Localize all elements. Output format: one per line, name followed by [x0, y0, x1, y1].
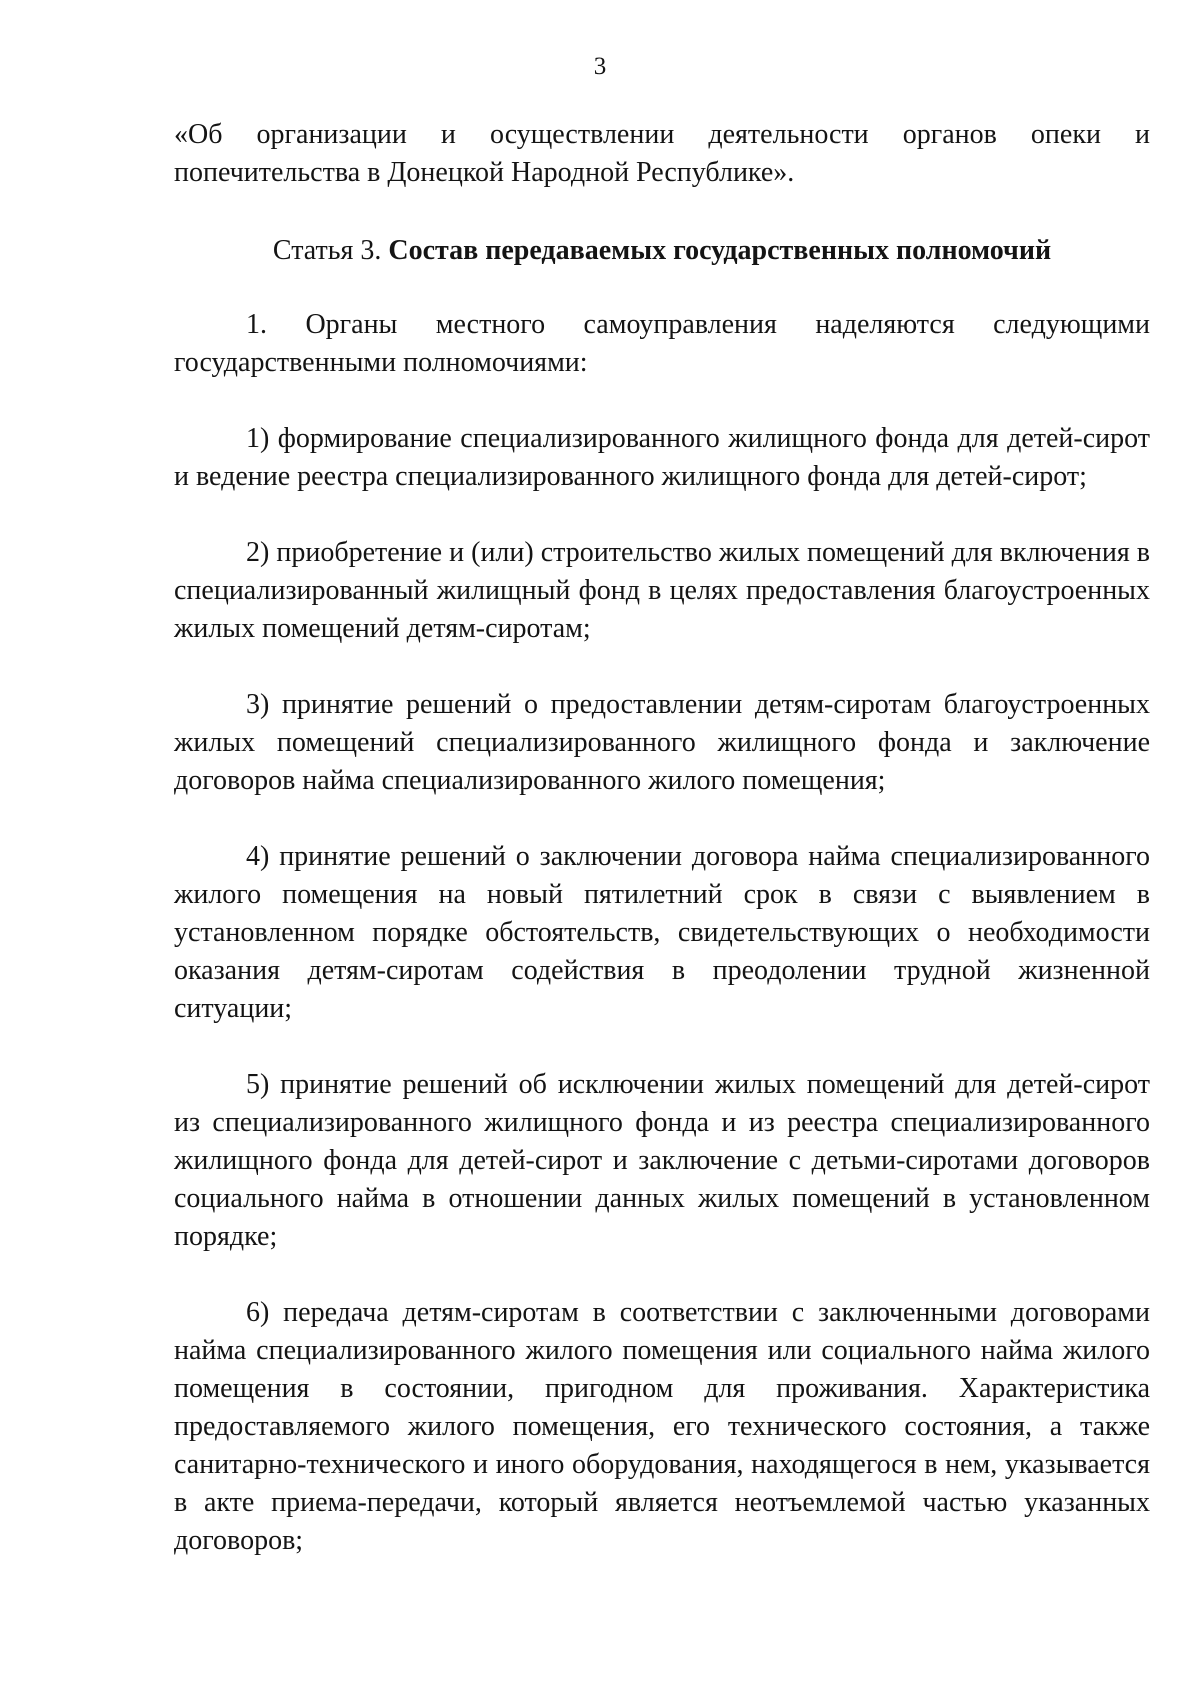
- page-content: [174, 116, 1150, 1560]
- list-item-2: 2) приобретение и (или) строительство жилых помещений для включения в специализированный жилищный фонд в целях предоставления благоустроенных жилых помещений детям-сиротам;: [174, 537, 1150, 644]
- article-title: Состав передаваемых государственных полномочий: [388, 235, 1052, 266]
- article-heading: [174, 232, 1150, 270]
- intro-continuation: «Об организации и осуществлении деятельности органов опеки и попечительства в Донецкой Народной Республике».: [174, 119, 1150, 188]
- list-item-5: 5) принятие решений об исключении жилых помещений для детей-сирот из специализированного жилищного фонда и из реестра специализированного жилищного фонда для детей-сирот и заключение с детьми-сиротами договоров социального найма в отношении данных жилых помещений в установленном порядке;: [174, 1069, 1150, 1252]
- list-item-3: 3) принятие решений о предоставлении детям-сиротам благоустроенных жилых помещений специализированного жилищного фонда и заключение договоров найма специализированного жилого помещения;: [174, 689, 1150, 796]
- article-prefix: Статья 3.: [272, 235, 382, 266]
- clause-1: 1. Органы местного самоуправления наделяются следующими государственными полномочиями:: [174, 309, 1150, 378]
- list-item-4: 4) принятие решений о заключении договора найма специализированного жилого помещения на новый пятилетний срок в связи с выявлением в установленном порядке обстоятельств, свидетельствующих о необходимости оказания детям-сиротам содействия в преодолении трудной жизненной ситуации;: [174, 841, 1150, 1024]
- page-number: 3: [593, 53, 607, 80]
- list-item-6: 6) передача детям-сиротам в соответствии с заключенными договорами найма специализированного жилого помещения или социального найма жилого помещения в состоянии, пригодном для проживания. Характеристика предоставляемого жилого помещения, его технического состояния, а также санитарно-технического и иного оборудования, находящегося в нем, указывается в акте приема-передачи, который является неотъемлемой частью указанных договоров;: [174, 1297, 1150, 1556]
- list-item-1: 1) формирование специализированного жилищного фонда для детей-сирот и ведение реестра специализированного жилищного фонда для детей-сирот;: [174, 423, 1150, 492]
